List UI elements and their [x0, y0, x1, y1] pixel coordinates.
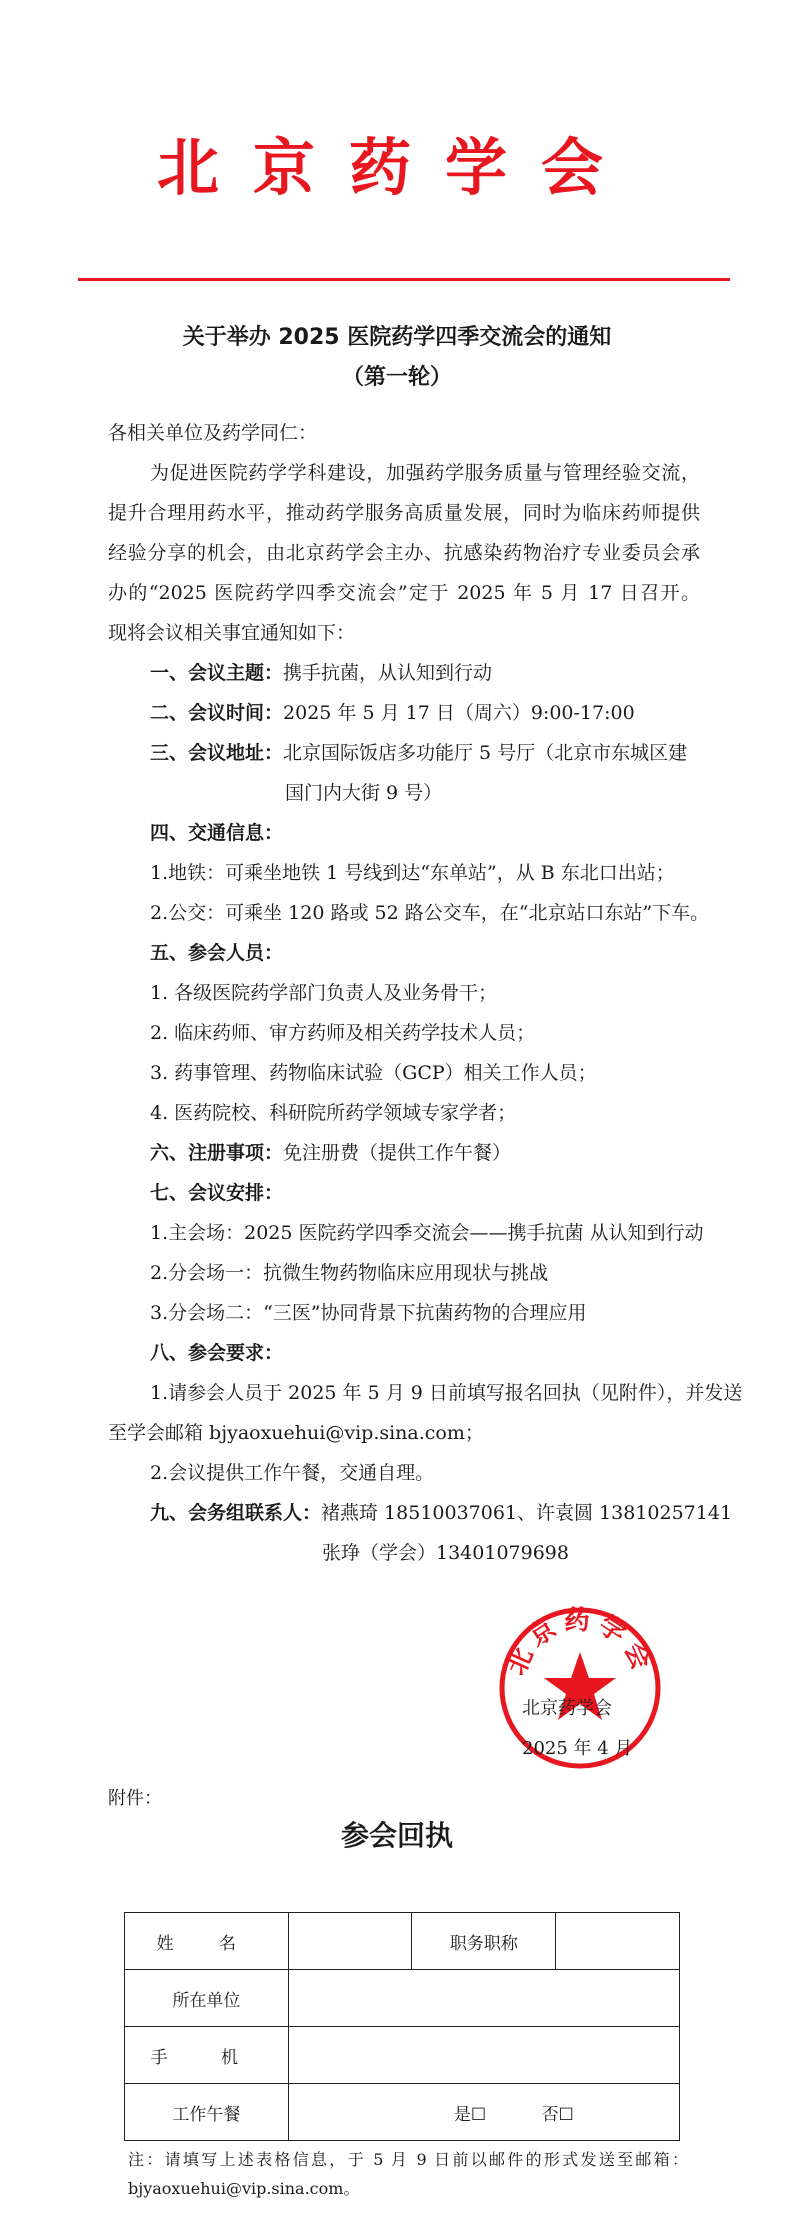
section-registration-value: 免注册费（提供工作午餐） — [283, 1142, 512, 1164]
reply-form-table — [124, 1912, 680, 2141]
requirement-item-2: 2.会议提供工作午餐，交通自理。 — [150, 1462, 435, 1484]
header-divider — [78, 278, 730, 281]
contacts-line-2: 张琤（学会）13401079698 — [322, 1542, 569, 1564]
section-time-label: 二、会议时间： — [150, 702, 284, 724]
lunch-label: 工作午餐 — [125, 2084, 289, 2141]
intro-line-2: 提升合理用药水平，推动药学服务高质量发展，同时为临床药师提供 — [108, 502, 700, 524]
table-row — [125, 2084, 680, 2141]
note-line-1: 注：请填写上述表格信息，于 5 月 9 日前以邮件的形式发送至邮箱： — [128, 2150, 688, 2169]
section-venue-value-2: 国门内大街 9 号） — [285, 782, 443, 804]
section-theme-value: 携手抗菌，从认知到行动 — [283, 662, 493, 684]
notice-subtitle: （第一轮） — [341, 365, 452, 390]
section-time-value: 2025 年 5 月 17 日（周六）9:00-17:00 — [283, 702, 635, 724]
intro-line-1: 为促进医院药学学科建设，加强药学服务质量与管理经验交流， — [150, 462, 700, 484]
agenda-item-main: 1.主会场：2025 医院药学四季交流会——携手抗菌 从认知到行动 — [150, 1222, 704, 1244]
signature-date: 2025 年 4 月 — [522, 1738, 633, 1759]
lunch-yes-checkbox[interactable]: 是☐ — [453, 2104, 487, 2125]
phone-label: 手 机 — [125, 2027, 289, 2084]
phone-field[interactable] — [288, 2027, 679, 2084]
contacts-line-1: 褚燕琦 18510037061、许袁圆 13810257141 — [321, 1502, 733, 1524]
position-field[interactable] — [556, 1913, 680, 1970]
section-requirements-label: 八、参会要求： — [150, 1342, 284, 1364]
attendee-item-4: 4. 医药院校、科研院所药学领域专家学者； — [150, 1102, 517, 1124]
traffic-item-bus: 2.公交：可乘坐 120 路或 52 路公交车，在“北京站口东站”下车。 — [150, 902, 710, 924]
section-theme — [150, 658, 492, 685]
table-row — [125, 2027, 680, 2084]
reply-form-title: 参会回执 — [340, 1819, 453, 1852]
requirement-item-1b: 至学会邮箱 bjyaoxuehui@vip.sina.com； — [108, 1422, 484, 1444]
name-field[interactable] — [288, 1913, 412, 1970]
section-agenda-label: 七、会议安排： — [150, 1182, 284, 1204]
intro-line-4: 办的“2025 医院药学四季交流会”定于 2025 年 5 月 17 日召开。 — [108, 582, 700, 604]
salutation: 各相关单位及药学同仁： — [108, 422, 318, 444]
section-attendees-label: 五、参会人员： — [150, 942, 284, 964]
section-venue-label: 三、会议地址： — [150, 742, 284, 764]
position-label: 职务职称 — [412, 1913, 556, 1970]
notice-title: 关于举办 2025 医院药学四季交流会的通知 — [182, 325, 612, 350]
section-contacts — [150, 1498, 732, 1525]
agenda-item-sub1: 2.分会场一：抗微生物药物临床应用现状与挑战 — [150, 1262, 549, 1284]
intro-line-5: 现将会议相关事宜通知如下： — [108, 622, 356, 644]
intro-line-3: 经验分享的机会，由北京药学会主办、抗感染药物治疗专业委员会承 — [108, 542, 700, 564]
attachment-label: 附件： — [108, 1788, 162, 1809]
unit-field[interactable] — [288, 1970, 679, 2027]
section-venue — [150, 738, 687, 765]
organization-title: 北京药学会 — [156, 131, 637, 204]
lunch-options — [288, 2084, 679, 2141]
section-registration-label: 六、注册事项： — [150, 1142, 284, 1164]
name-label: 姓 名 — [125, 1913, 289, 1970]
signature-org: 北京药学会 — [522, 1698, 612, 1719]
traffic-item-subway: 1.地铁：可乘坐地铁 1 号线到达“东单站”，从 B 东北口出站； — [150, 862, 675, 884]
table-row — [125, 1913, 680, 1970]
unit-label: 所在单位 — [125, 1970, 289, 2027]
attendee-item-3: 3. 药事管理、药物临床试验（GCP）相关工作人员； — [150, 1062, 597, 1084]
agenda-item-sub2: 3.分会场二：“三医”协同背景下抗菌药物的合理应用 — [150, 1302, 587, 1324]
section-time — [150, 698, 635, 725]
requirement-item-1a: 1.请参会人员于 2025 年 5 月 9 日前填写报名回执（见附件），并发送 — [150, 1382, 743, 1404]
note-line-2: bjyaoxuehui@vip.sina.com。 — [128, 2179, 360, 2198]
attendee-item-2: 2. 临床药师、审方药师及相关药学技术人员； — [150, 1022, 536, 1044]
seal-text: 北京药学会 — [501, 1606, 659, 1680]
section-theme-label: 一、会议主题： — [150, 662, 284, 684]
section-traffic-label: 四、交通信息： — [150, 822, 284, 844]
section-contacts-label: 九、会务组联系人： — [150, 1502, 322, 1524]
lunch-no-checkbox[interactable]: 否☐ — [541, 2104, 574, 2125]
section-venue-value-1: 北京国际饭店多功能厅 5 号厅（北京市东城区建 — [283, 742, 688, 764]
section-registration — [150, 1138, 511, 1165]
table-row — [125, 1970, 680, 2027]
attendee-item-1: 1. 各级医院药学部门负责人及业务骨干； — [150, 982, 498, 1004]
